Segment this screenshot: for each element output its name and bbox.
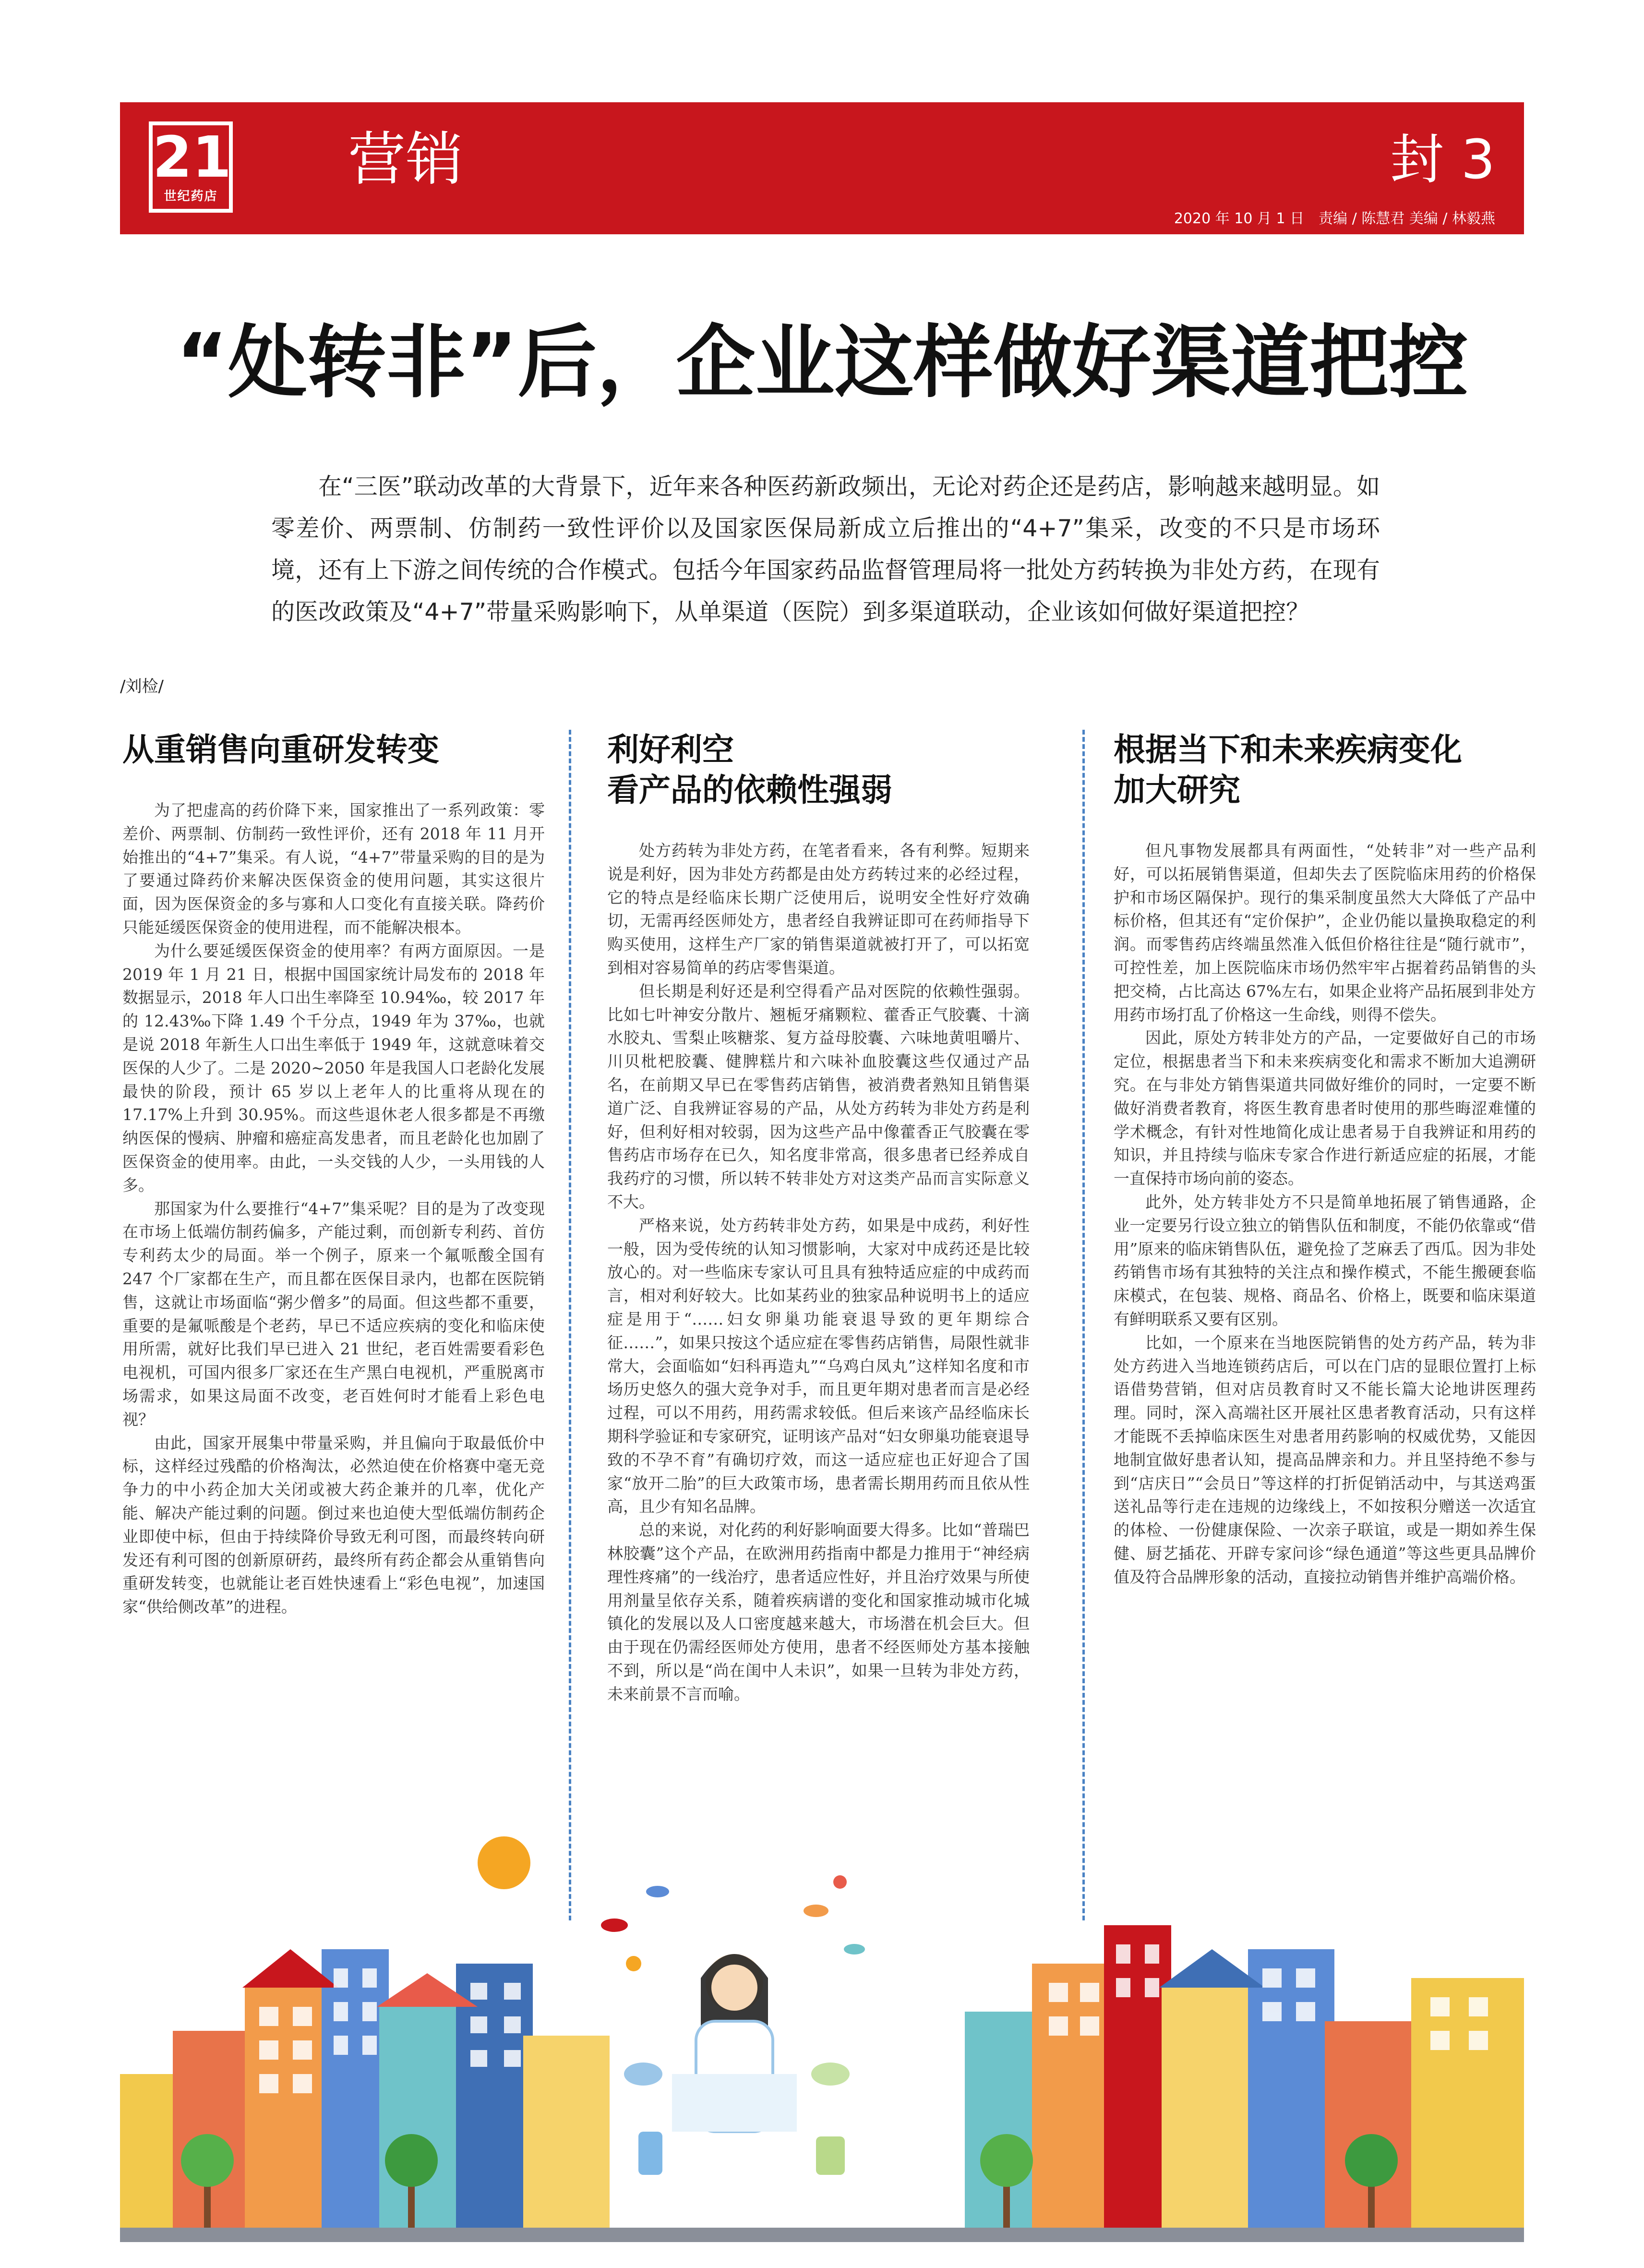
paragraph: 处方药转为非处方药，在笔者看来，各有利弊。短期来说是利好，因为非处方药都是由处方药转过来的必经过程，它的特点是经临床长期广泛使用后，说明安全性好疗效确切，无需再经医师处方，患者经自我辨证即可在药师指导下购买使用，这样生产厂家的销售渠道就被打开了，可以拓宽到相对容易简单的药店零售渠道。 [607, 841, 1030, 977]
column-title: 从重销售向重研发转变 [122, 731, 439, 768]
paragraph: 总的来说，对化药的利好影响面要大得多。比如“普瑞巴林胶囊”这个产品，在欧洲用药指南中都是力推用于“神经病理性疼痛”的一线治疗，患者适应性好，并且治疗效果与所使用剂量呈依存关系，随着疾病谱的变化和国家推动城市化城镇化的发展以及人口密度越来越大，市场潜在机会巨大。但由于现在仍需经医师处方使用，患者不经医师处方基本接触不到，所以是“尚在闺中人未识”，如果一旦转为非处方药，未来前景不言而喻。 [607, 1520, 1030, 1703]
article-column-2 [607, 730, 1030, 1706]
paragraph: 但长期是利好还是利空得看产品对医院的依赖性强弱。比如七叶神安分散片、翘栀牙痛颗粒、藿香正气胶囊、十滴水胶丸、雪梨止咳糖浆、复方益母胶囊、六味地黄咀嚼片、川贝枇杷胶囊、健脾糕片和六味补血胶囊这些仅通过产品名，在前期又早已在零售药店销售，被消费者熟知且销售渠道广泛、自我辨证容易的产品，从处方药转为非处方药是利好，但利好相对较弱，因为这些产品中像藿香正气胶囊在零售药店市场存在已久，知名度非常高，很多患者已经养成自我药疗的习惯，所以转不转非处方对这类产品而言实际意义不大。 [607, 981, 1030, 1211]
paragraph: 由此，国家开展集中带量采购，并且偏向于取最低价中标，这样经过残酷的价格淘汰，必然迫使在价格赛中毫无竞争力的中小药企加大关闭或被大药企兼并的几率，优化产能、解决产能过剩的问题。倒过来也迫使大型低端仿制药企业即使中标，但由于持续降价导致无利可图，而最终转向研发还有利可图的创新原研药，最终所有药企都会从重销售向重研发转变，也就能让老百姓快速看上“彩色电视”，加速国家“供给侧改革”的进程。 [122, 1433, 545, 1617]
sun-icon [478, 1836, 530, 1889]
ground [120, 2228, 1524, 2242]
paragraph: 严格来说，处方药转非处方药，如果是中成药，利好性一般，因为受传统的认知习惯影响，大家对中成药还是比较放心的。对一些临床专家认可且具有独特适应症的中成药而言，相对利好较大。比如某药业的独家品种说明书上的适应症是用于“……妇女卵巢功能衰退导致的更年期综合征……”，如果只按这个适应症在零售药店销售，局限性就非常大，会面临如“妇科再造丸”“乌鸡白凤丸”这样知名度和市场历史悠久的强大竞争对手，而且更年期对患者而言是必经过程，可以不用药，用药需求较低。但后来该产品经临床长期科学验证和专家研究，证明该产品对“妇女卵巢功能衰退导致的不孕不育”有确切疗效，而这一适应症也正好迎合了国家“放开二胎”的巨大政策市场，患者需长期用药而且依从性高，且少有知名品牌。 [607, 1216, 1030, 1516]
lead-paragraph [271, 466, 1380, 633]
left-buildings [120, 1949, 610, 2232]
article-column-1 [122, 730, 545, 1619]
column-title: 根据当下和未来疾病变化 加大研究 [1114, 731, 1462, 808]
paragraph: 那国家为什么要推行“4+7”集采呢？目的是为了改变现在市场上低端仿制药偏多，产能过剩，而创新专利药、首仿专利药太少的局面。举一个例子，原来一个氟哌酸全国有 247 个厂家都在生产，而且都在医保目录内，也都在医院销售，这就让市场面临“粥少僧多”的局面。但这些都不重要，重要的是氟哌酸是个老药，早已不适应疾病的变化和临床使用所需，就好比我们早已进入 21 世纪，老百姓需要看彩色电视机，可国内很多厂家还在生产黑白电视机，严重脱离市场需求，如果这局面不改变，老百姓何时才能看上彩色电视？ [122, 1199, 545, 1429]
column-body [1114, 839, 1536, 1589]
column-body [607, 839, 1030, 1706]
page-label: 封 3 [1390, 129, 1495, 191]
logo-number: 21 [153, 124, 232, 190]
lead-text: 在“三医”联动改革的大背景下，近年来各种医药新政频出，无论对药企还是药店，影响越来越明显。如零差价、两票制、仿制药一致性评价以及国家医保局新成立后推出的“4+7”集采，改变的不只是市场环境，还有上下游之间传统的合作模式。包括今年国家药品监督管理局将一批处方药转换为非处方药，在现有的医改政策及“4+7”带量采购影响下，从单渠道（医院）到多渠道联动，企业该如何做好渠道把控？ [271, 473, 1380, 626]
right-buildings [965, 1925, 1524, 2232]
paragraph: 但凡事物发展都具有两面性，“处转非”对一些产品利好，可以拓展销售渠道，但却失去了医院临床用药的价格保护和市场区隔保护。现行的集采制度虽然大大降低了产品中标价格，但其还有“定价保护”，企业仍能以量换取稳定的利润。而零售药店终端虽然准入低但价格往往是“随行就市”，可控性差，加上医院临床市场仍然牢牢占据着药品销售的头把交椅，占比高达 67%左右，如果企业将产品拓展到非处方用药市场打乱了价格这一生命线，则得不偿失。 [1114, 841, 1536, 1024]
paragraph: 为什么要延缓医保资金的使用率？有两方面原因。一是 2019 年 1 月 21 日，根据中国国家统计局发布的 2018 年数据显示，2018 年人口出生率降至 10.94‰，较 2017 年的 12.43‰下降 1.49 个千分点，1949 年为 37‰，也就是说 2018 年新生人口出生率低于 1949 年，这就意味着交医保的人少了。二是 2020~2050 年是我国人口老龄化发展最快的阶段，预计 65 岁以上老年人的比重将从现在的 17.17%上升到 30.95%。而这些退休老人很多都是不再缴纳医保的慢病、肿瘤和癌症高发患者，而且老龄化也加剧了医保资金的使用率。由此，一头交钱的人少，一头用钱的人多。 [122, 941, 545, 1194]
article-column-3 [1114, 730, 1536, 1589]
section-name: 营销 [348, 126, 463, 193]
masthead-banner [120, 102, 1524, 234]
logo-subtitle: 世纪药店 [164, 189, 218, 204]
logo [149, 121, 233, 213]
column-divider [1082, 730, 1085, 1920]
paragraph: 比如，一个原来在当地医院销售的处方药产品，转为非处方药进入当地连锁药店后，可以在门店的显眼位置打上标语借势营销，但对店员教育时又不能长篇大论地讲医理药理。同时，深入高端社区开展社区患者教育活动，只有这样才能既不丢掉临床医生对患者用药影响的权威优势，又能因地制宜做好患者认知，提高品牌亲和力。并且坚持绝不参与到“店庆日”“会员日”等这样的打折促销活动中，与其送鸡蛋送礼品等行走在违规的边缘线上，不如按积分赠送一次适宜的体检、一份健康保险、一次亲子联谊，或是一期如养生保健、厨艺插花、开辟专家问诊“绿色通道”等这些更具品牌价值及符合品牌形象的活动，直接拉动销售并维护高端价格。 [1114, 1333, 1536, 1586]
byline: /刘检/ [120, 677, 164, 696]
article-headline: “处转非”后，企业这样做好渠道把控 [176, 316, 1468, 409]
paragraph: 因此，原处方转非处方的产品，一定要做好自己的市场定位，根据患者当下和未来疾病变化和需求不断加大追溯研究。在与非处方销售渠道共同做好维价的同时，一定要不断做好消费者教育，将医生教育患者时使用的那些晦涩难懂的学术概念，有针对性地简化成让患者易于自我辨证和用药的知识，并且持续与临床专家合作进行新适应症的拓展，才能一直保持市场向前的姿态。 [1114, 1028, 1536, 1188]
column-body [122, 799, 545, 1619]
column-divider [569, 730, 571, 1920]
paragraph: 为了把虚高的药价降下来，国家推出了一系列政策：零差价、两票制、仿制药一致性评价，还有 2018 年 11 月开始推出的“4+7”集采。有人说，“4+7”带量采购的目的是为了要通过降药价来解决医保资金的使用问题，其实这很片面，因为医保资金的多与寡和人口变化有直接关联。降药价只能延缓医保资金的使用进程，而不能解决根本。 [122, 801, 545, 937]
city-pharmacy-illustration [120, 1805, 1524, 2242]
dateline: 2020 年 10 月 1 日 责编 / 陈慧君 美编 / 林毅燕 [1174, 210, 1495, 227]
column-title: 利好利空 看产品的依赖性强弱 [607, 731, 892, 808]
pharmacist-icon [672, 1954, 797, 2132]
paragraph: 此外，处方转非处方不只是简单地拓展了销售通路，企业一定要另行设立独立的销售队伍和制度，不能仍依靠或“借用”原来的临床销售队伍，避免捡了芝麻丢了西瓜。因为非处药销售市场有其独特的关注点和操作模式，不能生搬硬套临床模式，在包装、规格、商品名、价格上，既要和临床渠道有鲜明联系又要有区别。 [1114, 1192, 1536, 1328]
